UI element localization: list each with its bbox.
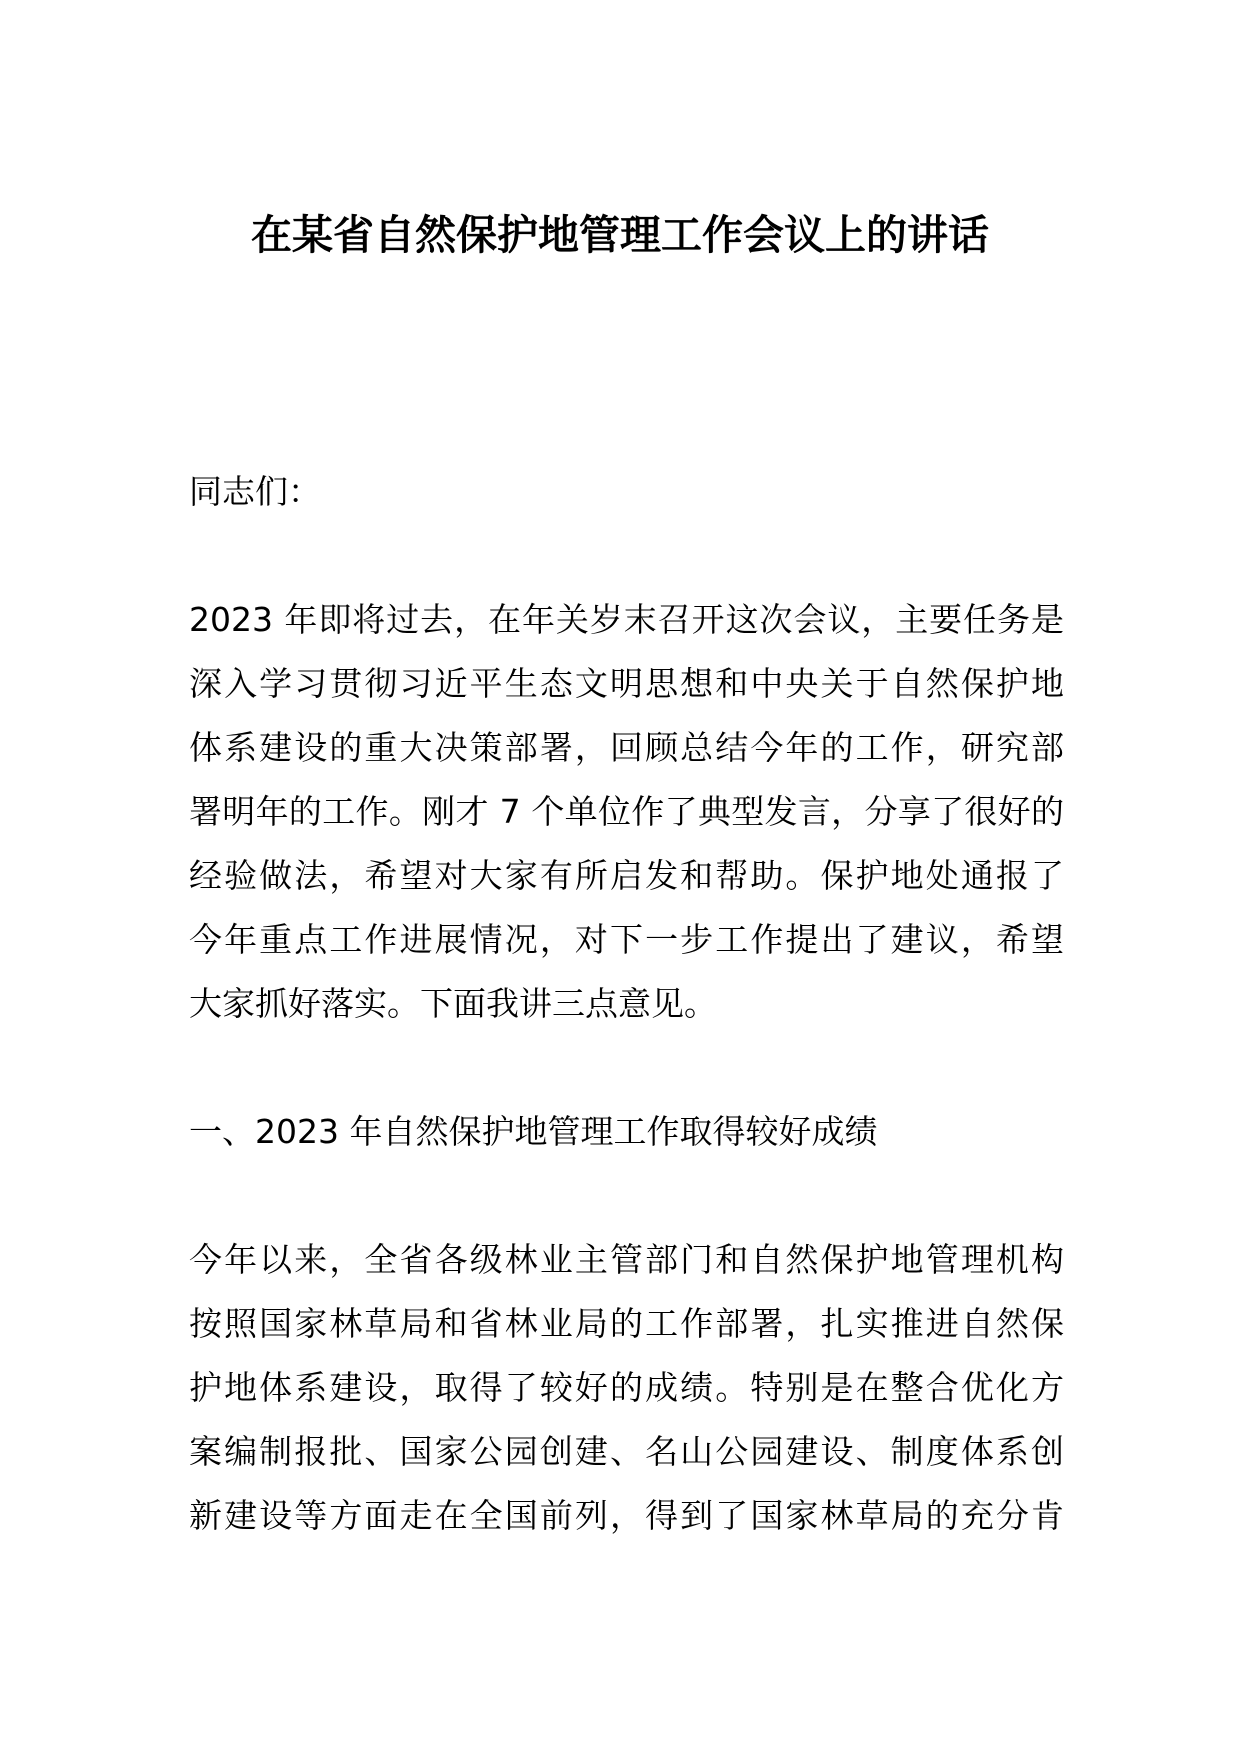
paragraph-line: 新建设等方面走在全国前列，得到了国家林草局的充分肯 [189, 1496, 1064, 1535]
paragraph-2 [189, 1228, 1064, 1548]
paragraph-line: 大家抓好落实。下面我讲三点意见。 [189, 984, 717, 1023]
paragraph-line: 按照国家林草局和省林业局的工作部署，扎实推进自然保 [189, 1304, 1064, 1343]
paragraph-line: 今年以来，全省各级林业主管部门和自然保护地管理机构 [189, 1240, 1064, 1279]
paragraph-line: 署明年的工作。刚才 7 个单位作了典型发言，分享了很好的 [189, 792, 1064, 831]
document-body [189, 460, 1064, 1548]
paragraph-line: 案编制报批、国家公园创建、名山公园建设、制度体系创 [189, 1432, 1064, 1471]
document-title: 在某省自然保护地管理工作会议上的讲话 [251, 211, 989, 259]
paragraph-gap [189, 524, 1064, 588]
paragraph-gap [189, 1036, 1064, 1100]
paragraph-line: 经验做法，希望对大家有所启发和帮助。保护地处通报了 [189, 856, 1064, 895]
paragraph-line: 2023 年即将过去，在年关岁末召开这次会议，主要任务是 [189, 600, 1064, 639]
paragraph-gap [189, 1164, 1064, 1228]
section-heading: 一、2023 年自然保护地管理工作取得较好成绩 [189, 1112, 878, 1151]
paragraph-line: 体系建设的重大决策部署，回顾总结今年的工作，研究部 [189, 728, 1064, 767]
greeting: 同志们： [189, 472, 321, 511]
paragraph-1 [189, 588, 1064, 1036]
paragraph-line: 今年重点工作进展情况，对下一步工作提出了建议，希望 [189, 920, 1064, 959]
paragraph-line: 护地体系建设，取得了较好的成绩。特别是在整合优化方 [189, 1368, 1064, 1407]
paragraph-line: 深入学习贯彻习近平生态文明思想和中央关于自然保护地 [189, 664, 1064, 703]
